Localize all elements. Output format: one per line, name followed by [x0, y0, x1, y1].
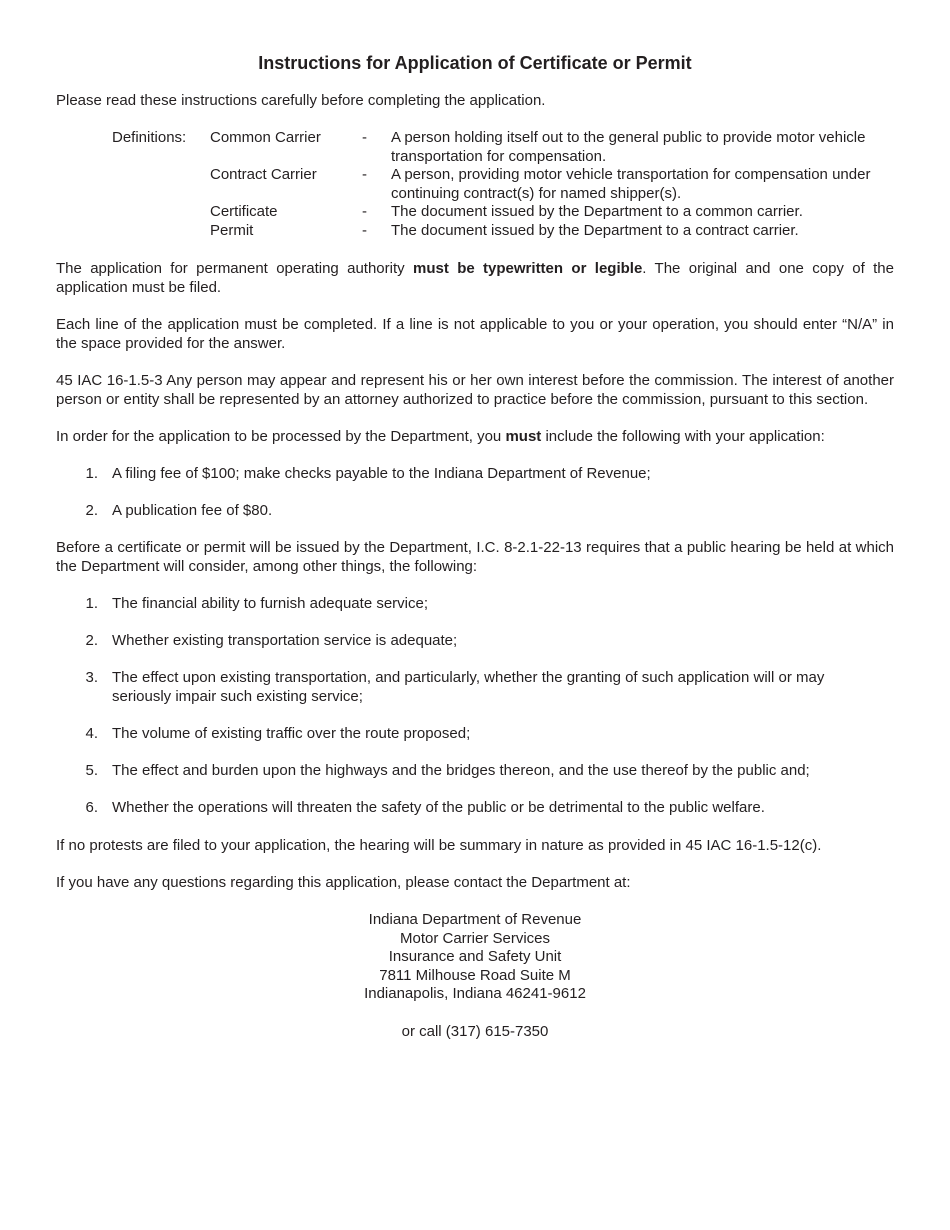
department-address	[56, 911, 894, 1004]
list-number: 4.	[85, 725, 98, 742]
address-line: Indiana Department of Revenue	[368, 911, 582, 928]
consideration-list-item	[84, 725, 844, 744]
address-line: Motor Carrier Services	[399, 929, 551, 947]
typewritten-text-after: . The original and one copy of the application must be filed.	[56, 260, 894, 296]
list-number: 6.	[85, 799, 98, 816]
list-number: 1.	[85, 595, 98, 612]
definitions-label: Definitions:	[112, 129, 187, 146]
consideration-list-item	[84, 669, 844, 706]
each-line-paragraph: Each line of the application must be completed. If a line is not applicable to you or your operation, you should enter “N/A” in the space provided for the answer.	[56, 316, 894, 352]
address-line: 7811 Milhouse Road Suite M	[379, 966, 571, 984]
list-number: 3.	[85, 669, 98, 686]
definition-row	[112, 222, 902, 241]
definition-term: Certificate	[210, 203, 278, 221]
list-text: A publication fee of $80.	[112, 502, 273, 519]
definition-text: A person, providing motor vehicle transportation for compensation under continuing contract(s) for named shipper(s).	[391, 166, 871, 202]
protests-paragraph: If no protests are filed to your application, the hearing will be summary in nature as provided in 45 IAC 16-1.5-12(c).	[56, 837, 822, 854]
phone-line: or call (317) 615-7350	[401, 1023, 549, 1040]
definition-term: Common Carrier	[210, 129, 321, 146]
definitions-block	[112, 129, 902, 241]
list-number: 2.	[85, 502, 98, 519]
definition-dash: -	[362, 221, 367, 239]
order-text-after: include the following with your application:	[541, 428, 825, 445]
definition-row	[112, 203, 902, 222]
list-text: The volume of existing traffic over the route proposed;	[112, 725, 471, 742]
consideration-list-item	[84, 799, 844, 818]
page-title: Instructions for Application of Certificate or Permit	[258, 53, 692, 73]
list-text: The effect upon existing transportation, and particularly, whether the granting of such application will or may seriously impair such existing service;	[112, 669, 825, 705]
iac-paragraph: 45 IAC 16-1.5-3 Any person may appear and represent his or her own interest before the commission. The interest of another person or entity shall be represented by an attorney authorized to practice before the commission, pursuant to this section.	[56, 372, 894, 408]
list-text: The effect and burden upon the highways and the bridges thereon, and the use thereof by the public and;	[112, 762, 810, 779]
definition-text: The document issued by the Department to a contract carrier.	[391, 221, 799, 239]
intro-paragraph: Please read these instructions carefully before completing the application.	[56, 92, 546, 109]
definition-text: A person holding itself out to the general public to provide motor vehicle transportation for compensation.	[391, 129, 866, 165]
list-text: The financial ability to furnish adequate service;	[112, 595, 429, 612]
list-number: 1.	[85, 465, 98, 482]
address-line: Indianapolis, Indiana 46241-9612	[364, 985, 586, 1003]
consideration-list-item	[84, 632, 844, 651]
typewritten-paragraph	[56, 260, 894, 297]
typewritten-text-before: The application for permanent operating authority	[56, 260, 413, 277]
list-text: A filing fee of $100; make checks payable to the Indiana Department of Revenue;	[112, 465, 651, 482]
definition-row	[112, 129, 902, 166]
hearing-paragraph: Before a certificate or permit will be issued by the Department, I.C. 8-2.1-22-13 requires that a public hearing be held at which the Department will consider, among other things, the following:	[56, 539, 894, 575]
definition-dash: -	[362, 203, 367, 221]
fee-list-item	[84, 465, 844, 484]
questions-paragraph: If you have any questions regarding this application, please contact the Department at:	[56, 874, 631, 891]
definition-dash: -	[362, 166, 367, 184]
order-text-before: In order for the application to be processed by the Department, you	[56, 428, 506, 445]
list-text: Whether existing transportation service is adequate;	[112, 632, 458, 649]
typewritten-emphasis: must be typewritten or legible	[413, 260, 643, 277]
list-number: 2.	[85, 632, 98, 649]
definition-term: Permit	[210, 221, 254, 239]
definition-text: The document issued by the Department to a common carrier.	[391, 203, 803, 221]
fee-list-item	[84, 502, 844, 521]
definition-term: Contract Carrier	[210, 166, 317, 184]
list-text: Whether the operations will threaten the safety of the public or be detrimental to the public welfare.	[112, 799, 765, 816]
definition-row	[112, 166, 902, 203]
order-paragraph	[56, 428, 894, 447]
list-number: 5.	[85, 762, 98, 779]
order-emphasis: must	[505, 428, 542, 445]
consideration-list-item	[84, 595, 844, 614]
consideration-list-item	[84, 762, 844, 781]
definition-dash: -	[362, 129, 367, 146]
address-line: Insurance and Safety Unit	[388, 948, 562, 966]
